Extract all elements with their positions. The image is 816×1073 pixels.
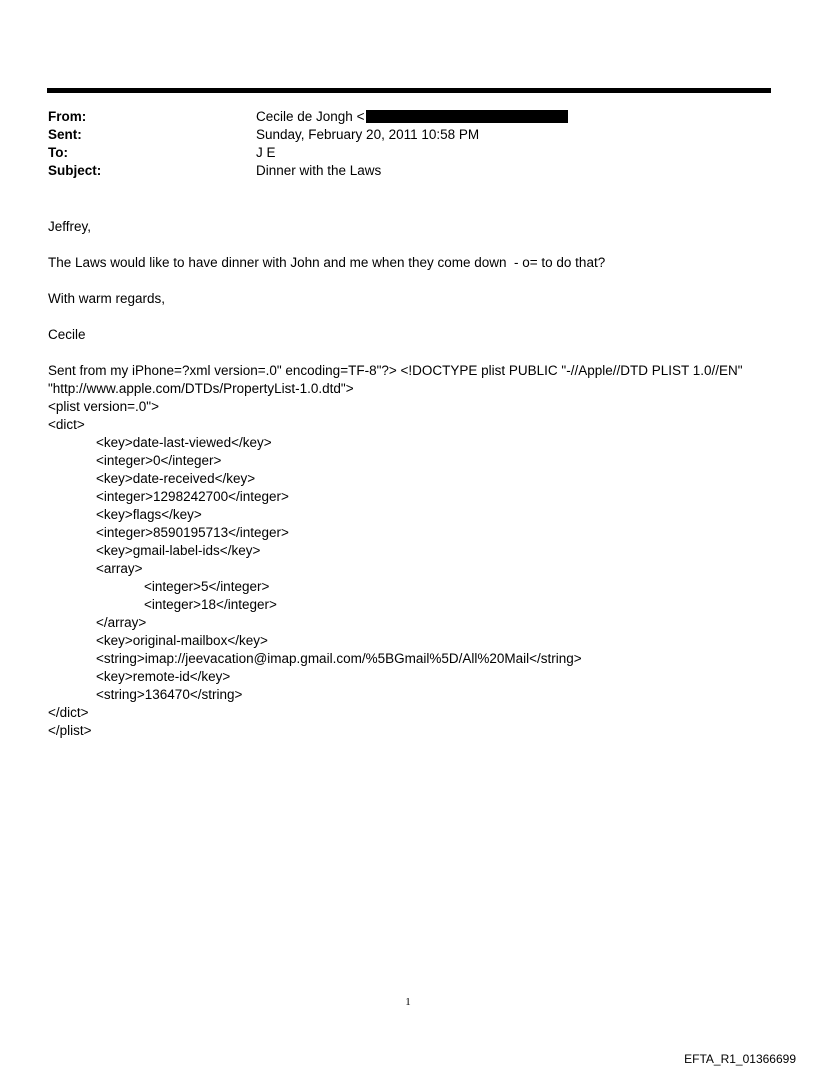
plist-line: Sent from my iPhone=?xml version=.0" encoding=TF-8"?> <!DOCTYPE plist PUBLIC "-//Apple//DTD PLIST 1.0//EN" (48, 363, 743, 378)
subject-label: Subject: (48, 163, 102, 178)
plist-line: <key>date-last-viewed</key> (96, 435, 272, 450)
plist-line: <array> (96, 561, 143, 576)
to-label: To: (48, 145, 68, 160)
plist-line: <dict> (48, 417, 85, 432)
email-body (48, 218, 768, 740)
plist-line: <key>flags</key> (96, 507, 202, 522)
plist-line: </dict> (48, 705, 89, 720)
sent-row (48, 126, 568, 144)
greeting: Jeffrey, (48, 219, 92, 234)
plist-line: <string>imap://jeevacation@imap.gmail.com/%5BGmail%5D/All%20Mail</string> (96, 651, 582, 666)
plist-line: <integer>0</integer> (96, 453, 222, 468)
page-number: 1 (405, 996, 411, 1008)
plist-line: <integer>8590195713</integer> (96, 525, 289, 540)
closing: With warm regards, (48, 291, 166, 306)
plist-line: </array> (96, 615, 147, 630)
to-value: J E (256, 145, 276, 160)
email-header (48, 108, 568, 180)
subject-row (48, 162, 568, 180)
from-label: From: (48, 109, 87, 124)
plist-line: <key>gmail-label-ids</key> (96, 543, 261, 558)
to-row (48, 144, 568, 162)
redaction-bar (366, 110, 568, 123)
sent-label: Sent: (48, 127, 82, 142)
subject-value: Dinner with the Laws (256, 163, 382, 178)
sent-value: Sunday, February 20, 2011 10:58 PM (256, 127, 480, 142)
plist-line: "http://www.apple.com/DTDs/PropertyList-1.0.dtd"> (48, 381, 354, 396)
from-sender: Cecile de Jongh < (256, 109, 365, 124)
plist-line: <integer>1298242700</integer> (96, 489, 289, 504)
plist-line: <key>original-mailbox</key> (96, 633, 268, 648)
signature: Cecile (48, 327, 86, 342)
plist-line: <integer>5</integer> (144, 579, 270, 594)
bates-stamp: EFTA_R1_01366699 (684, 1052, 796, 1066)
from-row (48, 108, 568, 126)
message-text: The Laws would like to have dinner with John and me when they come down - o= to do that? (48, 255, 606, 270)
from-value (256, 108, 568, 126)
plist-block (48, 362, 768, 740)
plist-line: <key>date-received</key> (96, 471, 256, 486)
plist-line: <string>136470</string> (96, 687, 243, 702)
plist-line: <plist version=.0"> (48, 399, 159, 414)
plist-line: <key>remote-id</key> (96, 669, 231, 684)
header-divider (47, 88, 771, 93)
plist-line: </plist> (48, 723, 92, 738)
plist-line: <integer>18</integer> (144, 597, 277, 612)
